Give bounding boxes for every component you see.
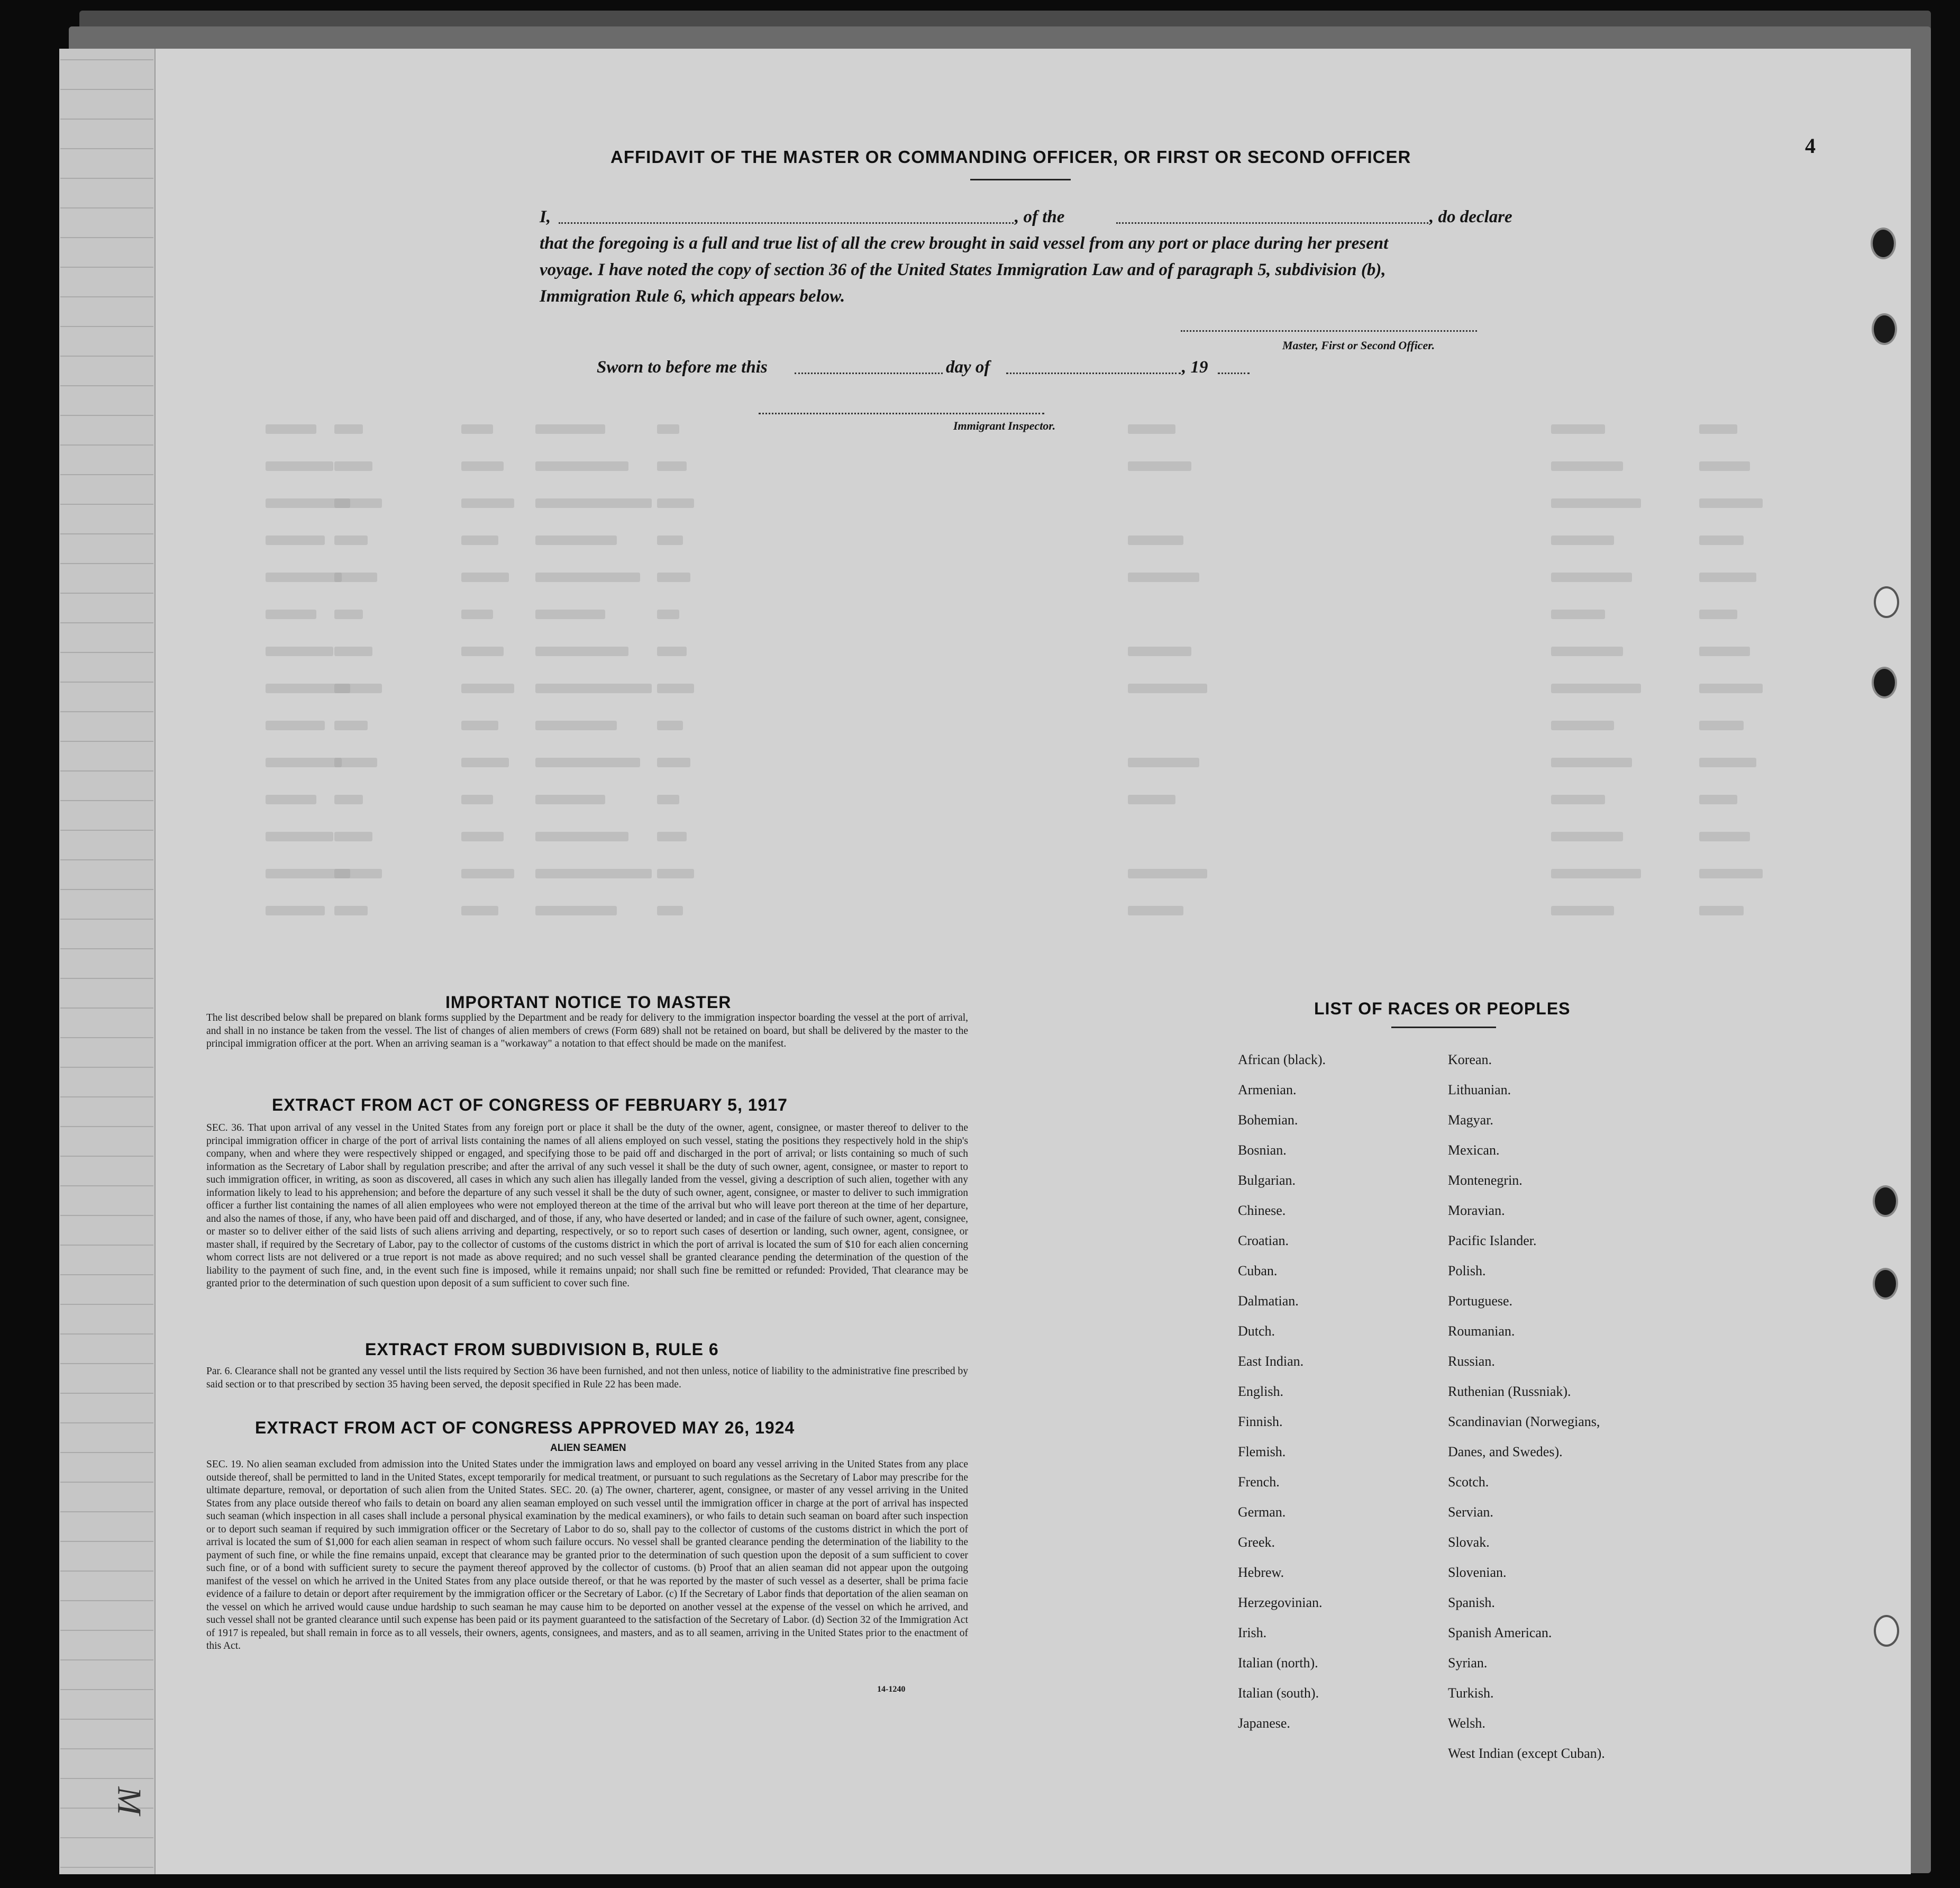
binder-hole-icon bbox=[1871, 228, 1896, 259]
sworn-year-line bbox=[1218, 373, 1250, 374]
bleed-through-mark bbox=[461, 647, 504, 656]
ruled-line bbox=[60, 1245, 153, 1246]
bleed-through-mark bbox=[657, 610, 679, 619]
manifest-page bbox=[59, 49, 1911, 1874]
affidavit-do-declare: , do declare bbox=[1429, 207, 1512, 226]
bleed-through-mark bbox=[1551, 610, 1605, 619]
vessel-name-line bbox=[1116, 222, 1428, 224]
binder-hole-icon bbox=[1872, 313, 1897, 345]
race-item: Japanese. bbox=[1238, 1715, 1290, 1731]
ruled-line bbox=[60, 889, 153, 890]
bleed-through-mark bbox=[334, 424, 363, 434]
bleed-through-mark bbox=[266, 424, 316, 434]
race-item: Dalmatian. bbox=[1238, 1293, 1299, 1309]
ruled-line bbox=[60, 1274, 153, 1275]
ruled-line bbox=[60, 1659, 153, 1660]
signature-caption: Master, First or Second Officer. bbox=[1282, 339, 1435, 352]
bleed-through-mark bbox=[1551, 573, 1632, 582]
bleed-through-mark bbox=[657, 721, 683, 730]
ruled-line bbox=[60, 622, 153, 623]
bleed-through-mark bbox=[535, 684, 652, 693]
race-item: Dutch. bbox=[1238, 1323, 1275, 1339]
bleed-through-mark bbox=[1699, 424, 1737, 434]
race-item: Moravian. bbox=[1448, 1203, 1505, 1218]
bleed-through-mark bbox=[1699, 573, 1756, 582]
bleed-through-mark bbox=[461, 795, 493, 804]
race-item: Croatian. bbox=[1238, 1233, 1289, 1248]
bleed-through-mark bbox=[266, 832, 333, 841]
race-item: Irish. bbox=[1238, 1625, 1267, 1640]
left-ruled-strip bbox=[59, 49, 156, 1874]
binder-hole-icon bbox=[1874, 1615, 1899, 1647]
race-item: Polish. bbox=[1448, 1263, 1486, 1278]
ruled-line bbox=[60, 119, 153, 120]
ruled-line bbox=[60, 830, 153, 831]
race-item: Armenian. bbox=[1238, 1082, 1297, 1097]
bleed-through-mark bbox=[1551, 535, 1614, 545]
bleed-through-mark bbox=[334, 535, 368, 545]
title-rule bbox=[970, 179, 1071, 180]
margin-mark: M bbox=[111, 1786, 149, 1815]
ruled-line bbox=[60, 533, 153, 534]
bleed-through-mark bbox=[657, 795, 679, 804]
bleed-through-mark bbox=[535, 795, 605, 804]
ruled-line bbox=[60, 444, 153, 446]
affidavit-title: AFFIDAVIT OF THE MASTER OR COMMANDING OFFICER, OR FIRST OR SECOND OFFICER bbox=[610, 147, 1411, 167]
extract-rule-6-body: Par. 6. Clearance shall not be granted any vessel until the lists required by Section 36 have been furnished, and not then unless, notice of liability to the administrative fine prescribed by said section or to that prescribed by section 35 having been served, the deposit specified in Rule 22 has been made. bbox=[206, 1366, 968, 1390]
ruled-line bbox=[60, 1778, 153, 1779]
inspector-caption: Immigrant Inspector. bbox=[953, 419, 1056, 432]
bleed-through-mark bbox=[657, 869, 694, 878]
ruled-line bbox=[60, 89, 153, 90]
ruled-line bbox=[60, 207, 153, 208]
races-rule bbox=[1391, 1027, 1496, 1028]
bleed-through-mark bbox=[1551, 721, 1614, 730]
bleed-through-mark bbox=[1699, 721, 1744, 730]
ruled-line bbox=[60, 1363, 153, 1364]
bleed-through-mark bbox=[334, 461, 372, 471]
ruled-line bbox=[60, 178, 153, 179]
ruled-line bbox=[60, 652, 153, 653]
race-item: Spanish. bbox=[1448, 1595, 1495, 1610]
bleed-through-mark bbox=[334, 610, 363, 619]
bleed-through-mark bbox=[334, 721, 368, 730]
ruled-line bbox=[60, 296, 153, 297]
alien-seamen-subtitle: ALIEN SEAMEN bbox=[550, 1442, 626, 1454]
race-item: Korean. bbox=[1448, 1052, 1492, 1067]
race-item: Bulgarian. bbox=[1238, 1173, 1296, 1188]
bleed-through-mark bbox=[334, 795, 363, 804]
ruled-line bbox=[60, 800, 153, 801]
bleed-through-mark bbox=[461, 535, 498, 545]
ruled-line bbox=[60, 1037, 153, 1038]
bleed-through-mark bbox=[1699, 461, 1750, 471]
race-item: Slovenian. bbox=[1448, 1565, 1507, 1580]
binder-hole-icon bbox=[1873, 1185, 1898, 1217]
extract-1917-body: SEC. 36. That upon arrival of any vessel in the United States from any foreign port or place it shall be the duty of the owner, agent, consignee, or master thereof to deliver to the principal immigration officer in charge of the port of arrival lists containing the names of all aliens employed on such vessel, stating the positions they respectively hold in the ship's company, when and where they were respectively shipped or engaged, and specifying those to be paid off and discharged in the port of arrival; or lists containing so much of such information as the Secretary of Labor shall by regulation prescribe; and after the arrival of any such vessel it shall be the duty of such owner, agent, consignee, or master to report to such immigration officer, in writing, as soon as discovered, all cases in which any such alien has illegally landed from the vessel, giving a description of such alien, together with any information likely to lead to his apprehension; and before the departure of any such vessel it shall be the duty of such owner, agent, consignee, or master to deliver to such immigration officer a further list containing the names of all alien employees who were not employed thereon at the time of the arrival but who will leave port thereon at the time of her departure, and also the names of those, if any, who have been paid off and discharged, and of those, if any, who have deserted or landed; and in case of the failure of such owner, agent, consignee, or master so to deliver either of the said lists of such aliens arriving and departing, respectively, or so to report such cases of desertion or landing, such owner, agent, consignee, or master shall, if required by the Secretary of Labor, pay to the collector of customs of the customs district in which the port of arrival is located the sum of $10 for each alien concerning whom correct lists are not delivered or a true report is not made as above required; and no such vessel shall be granted clearance pending the determination of the question of the liability to the payment of such fine, and, in the event such fine is imposed, while it remains unpaid; nor shall such fine be remitted or refunded: Provided, That clearance may be granted prior to the determination of such question upon deposit of a sum sufficient to cover such fine. bbox=[206, 1122, 968, 1289]
bleed-through-mark bbox=[266, 795, 316, 804]
bleed-through-mark bbox=[266, 573, 342, 582]
ruled-line bbox=[60, 326, 153, 327]
bleed-through-mark bbox=[535, 424, 605, 434]
race-item: Syrian. bbox=[1448, 1655, 1488, 1671]
ruled-line bbox=[60, 504, 153, 505]
bleed-through-mark bbox=[266, 721, 325, 730]
ruled-line bbox=[60, 1452, 153, 1453]
bleed-through-mark bbox=[266, 758, 342, 767]
bleed-through-mark bbox=[535, 832, 628, 841]
bleed-through-mark bbox=[1128, 535, 1183, 545]
race-item: Bohemian. bbox=[1238, 1112, 1298, 1128]
bleed-through-mark bbox=[535, 906, 617, 915]
ruled-line bbox=[60, 385, 153, 386]
ruled-line bbox=[60, 59, 153, 60]
bleed-through-mark bbox=[1699, 869, 1763, 878]
bleed-through-mark bbox=[1551, 461, 1623, 471]
bleed-through-mark bbox=[535, 758, 640, 767]
bleed-through-mark bbox=[266, 610, 316, 619]
ruled-line bbox=[60, 563, 153, 564]
race-item: Pacific Islander. bbox=[1448, 1233, 1537, 1248]
ruled-line bbox=[60, 711, 153, 712]
bleed-through-mark bbox=[1551, 869, 1641, 878]
bleed-through-mark bbox=[461, 610, 493, 619]
bleed-through-mark bbox=[535, 461, 628, 471]
ruled-line bbox=[60, 1630, 153, 1631]
race-item: Greek. bbox=[1238, 1535, 1275, 1550]
race-item: Hebrew. bbox=[1238, 1565, 1284, 1580]
affidavit-line-3: voyage. I have noted the copy of section 36 of the United States Immigration Law and of paragraph 5, subdivision (b), bbox=[540, 260, 1386, 279]
bleed-through-mark bbox=[334, 906, 368, 915]
bleed-through-mark bbox=[657, 535, 683, 545]
ruled-line bbox=[60, 741, 153, 742]
form-number: 14-1240 bbox=[877, 1685, 906, 1694]
bleed-through-mark bbox=[1551, 758, 1632, 767]
ruled-line bbox=[60, 1837, 153, 1838]
bleed-through-mark bbox=[1699, 758, 1756, 767]
affidavit-of-the: , of the bbox=[1015, 207, 1065, 226]
bleed-through-mark bbox=[1699, 647, 1750, 656]
bleed-through-mark bbox=[1551, 684, 1641, 693]
binder-hole-icon bbox=[1873, 1268, 1898, 1300]
page-number: 4 bbox=[1805, 134, 1816, 158]
bleed-through-mark bbox=[1699, 684, 1763, 693]
bleed-through-mark bbox=[1128, 647, 1191, 656]
race-item: Scandinavian (Norwegians, bbox=[1448, 1414, 1600, 1429]
ruled-line bbox=[60, 1156, 153, 1157]
bleed-through-mark bbox=[334, 758, 377, 767]
bleed-through-mark bbox=[461, 424, 493, 434]
bleed-through-mark bbox=[535, 573, 640, 582]
affidavit-i: I, bbox=[540, 207, 551, 226]
ruled-line bbox=[60, 1748, 153, 1749]
bleed-through-mark bbox=[535, 535, 617, 545]
bleed-through-mark bbox=[1551, 424, 1605, 434]
bleed-through-mark bbox=[1128, 906, 1183, 915]
bleed-through-mark bbox=[535, 647, 628, 656]
affidavit-line-2: that the foregoing is a full and true list of all the crew brought in said vessel from any port or place during her present bbox=[540, 234, 1389, 253]
bleed-through-mark bbox=[461, 573, 509, 582]
bleed-through-mark bbox=[657, 832, 687, 841]
ruled-line bbox=[60, 1482, 153, 1483]
bleed-through-mark bbox=[657, 684, 694, 693]
race-item: Cuban. bbox=[1238, 1263, 1278, 1278]
ruled-line bbox=[60, 1867, 153, 1868]
ruled-line bbox=[60, 978, 153, 979]
race-item: French. bbox=[1238, 1474, 1280, 1490]
bleed-through-mark bbox=[334, 498, 382, 508]
races-title: LIST OF RACES OR PEOPLES bbox=[1314, 999, 1571, 1018]
bleed-through-mark bbox=[461, 758, 509, 767]
bleed-through-mark bbox=[334, 573, 377, 582]
ruled-line bbox=[60, 1600, 153, 1601]
inspector-signature-line bbox=[759, 413, 1044, 414]
sworn-day-of: day of bbox=[946, 358, 990, 377]
race-item: East Indian. bbox=[1238, 1354, 1304, 1369]
bleed-through-mark bbox=[1699, 906, 1744, 915]
master-name-line bbox=[559, 222, 1014, 224]
bleed-through-mark bbox=[461, 869, 514, 878]
affidavit-line-4: Immigration Rule 6, which appears below. bbox=[540, 287, 845, 306]
race-item: Chinese. bbox=[1238, 1203, 1286, 1218]
bleed-through-mark bbox=[1128, 684, 1207, 693]
bleed-through-mark bbox=[1128, 573, 1199, 582]
bleed-through-mark bbox=[1551, 832, 1623, 841]
bleed-through-mark bbox=[266, 535, 325, 545]
race-item: Ruthenian (Russniak). bbox=[1448, 1384, 1571, 1399]
race-item: Bosnian. bbox=[1238, 1142, 1287, 1158]
ruled-line bbox=[60, 682, 153, 683]
bleed-through-mark bbox=[657, 573, 690, 582]
race-item: Flemish. bbox=[1238, 1444, 1286, 1459]
race-item: Slovak. bbox=[1448, 1535, 1490, 1550]
ruled-line bbox=[60, 1393, 153, 1394]
ruled-line bbox=[60, 415, 153, 416]
race-item: African (black). bbox=[1238, 1052, 1326, 1067]
ruled-line bbox=[60, 1571, 153, 1572]
bleed-through-mark bbox=[1551, 647, 1623, 656]
bleed-through-mark bbox=[1699, 498, 1763, 508]
bleed-through-mark bbox=[334, 647, 372, 656]
race-item: Roumanian. bbox=[1448, 1323, 1515, 1339]
race-item: Italian (north). bbox=[1238, 1655, 1318, 1671]
bleed-through-mark bbox=[535, 498, 652, 508]
race-item: Mexican. bbox=[1448, 1142, 1500, 1158]
ruled-line bbox=[60, 148, 153, 149]
bleed-through-mark bbox=[535, 869, 652, 878]
bleed-through-mark bbox=[657, 906, 683, 915]
race-item: Lithuanian. bbox=[1448, 1082, 1511, 1097]
race-item: Portuguese. bbox=[1448, 1293, 1513, 1309]
ruled-line bbox=[60, 1304, 153, 1305]
ruled-line bbox=[60, 237, 153, 238]
race-item: Turkish. bbox=[1448, 1685, 1494, 1701]
ruled-line bbox=[60, 1689, 153, 1690]
bleed-through-mark bbox=[1128, 758, 1199, 767]
sworn-month-line bbox=[1006, 373, 1181, 374]
race-item: Spanish American. bbox=[1448, 1625, 1552, 1640]
bleed-through-mark bbox=[1551, 906, 1614, 915]
bleed-through-mark bbox=[334, 869, 382, 878]
binder-hole-icon bbox=[1874, 586, 1899, 618]
ruled-line bbox=[60, 593, 153, 594]
race-item: Magyar. bbox=[1448, 1112, 1493, 1128]
ruled-line bbox=[60, 1096, 153, 1097]
ruled-line bbox=[60, 919, 153, 920]
ruled-line bbox=[60, 1333, 153, 1335]
bleed-through-mark bbox=[535, 610, 605, 619]
race-item: West Indian (except Cuban). bbox=[1448, 1746, 1605, 1761]
ruled-line bbox=[60, 1185, 153, 1186]
race-item: English. bbox=[1238, 1384, 1283, 1399]
ruled-line bbox=[60, 1215, 153, 1216]
bleed-through-mark bbox=[1699, 610, 1737, 619]
bleed-through-mark bbox=[266, 906, 325, 915]
race-item: Welsh. bbox=[1448, 1715, 1485, 1731]
ruled-line bbox=[60, 1541, 153, 1542]
bleed-through-mark bbox=[1699, 832, 1750, 841]
bleed-through-mark bbox=[461, 461, 504, 471]
notice-title: IMPORTANT NOTICE TO MASTER bbox=[445, 993, 732, 1012]
sworn-year: , 19 bbox=[1182, 358, 1208, 377]
bleed-through-mark bbox=[1128, 869, 1207, 878]
bleed-through-mark bbox=[461, 498, 514, 508]
race-item: German. bbox=[1238, 1504, 1286, 1520]
bleed-through-mark bbox=[334, 832, 372, 841]
bleed-through-mark bbox=[266, 647, 333, 656]
signature-line bbox=[1181, 330, 1477, 332]
bleed-through-mark bbox=[1128, 424, 1175, 434]
bleed-through-mark bbox=[461, 721, 498, 730]
ruled-line bbox=[60, 1511, 153, 1512]
race-item: Servian. bbox=[1448, 1504, 1493, 1520]
ruled-line bbox=[60, 770, 153, 771]
ruled-line bbox=[60, 474, 153, 475]
ruled-line bbox=[60, 1067, 153, 1068]
race-item: Herzegovinian. bbox=[1238, 1595, 1323, 1610]
bleed-through-mark bbox=[657, 461, 687, 471]
binder-hole-icon bbox=[1872, 667, 1897, 698]
bleed-through-mark bbox=[657, 424, 679, 434]
sworn-prefix: Sworn to before me this bbox=[597, 358, 768, 377]
bleed-through-mark bbox=[1699, 795, 1737, 804]
race-item: Russian. bbox=[1448, 1354, 1495, 1369]
bleed-through-mark bbox=[657, 498, 694, 508]
bleed-through-mark bbox=[1551, 795, 1605, 804]
ruled-line bbox=[60, 267, 153, 268]
ruled-line bbox=[60, 1719, 153, 1720]
bleed-through-mark bbox=[461, 684, 514, 693]
race-item: Finnish. bbox=[1238, 1414, 1283, 1429]
bleed-through-mark bbox=[1551, 498, 1641, 508]
extract-1924-body: SEC. 19. No alien seaman excluded from admission into the United States under the immigration laws and employed on board any vessel arriving in the United States from any place outside thereof, shall be permitted to land in the United States, except temporarily for medical treatment, or pursuant to such regulations as the Secretary of Labor may prescribe for the ultimate departure, removal, or deportation of such alien from the United States. SEC. 20. (a) The owner, charterer, agent, consignee, or master of any vessel arriving in the United States from any place outside thereof who fails to detain on board any alien seaman employed on such vessel until the immigration officer in charge at the port of arrival has inspected such seaman (which inspection in all cases shall include a personal physical examination by the medical examiners), or who fails to detain such seaman on board after such inspection or to deport such seaman if required by such immigration officer or the Secretary of Labor to do so, shall pay to the collector of customs of the customs district in which the port of arrival is located the sum of $1,000 for each alien seaman in respect of whom such failure occurs. No vessel shall be granted clearance pending the determination of the liability to the payment of such fine, or while the fine remains unpaid, except that clearance may be granted prior to the determination of such question upon the deposit of a sum sufficient to cover such fine, or of a bond with sufficient surety to secure the payment thereof approved by the collector of customs. (b) Proof that an alien seaman did not appear upon the outgoing manifest of the vessel on which he arrived in the United States from any place outside thereof, or that he was reported by the master of such vessel as a deserter, shall be prima facie evidence of a failure to detain or deport after requirement by the immigration officer or the Secretary of Labor. (c) If the Secretary of Labor finds that deportation of the alien seaman on the vessel on which he arrived would cause undue hardship to such seaman he may cause him to be deported on another vessel at the expense of the vessel on which he arrived, and such vessel shall not be granted clearance until such expense has been paid or its payment guaranteed to the satisfaction of the Secretary of Labor. (d) Section 32 of the Immigration Act of 1917 is repealed, but shall remain in force as to all vessels, their owners, agents, consignees, and masters, and as to all seamen, arriving in the United States prior to the enactment of this Act. bbox=[206, 1459, 968, 1651]
notice-body: The list described below shall be prepared on blank forms supplied by the Department and be ready for delivery to the immigration inspector boarding the vessel at the port of arrival, and shall in no instance be taken from the vessel. The list of changes of alien members of crews (Form 689) shall not be retained on board, but shall be delivered by the master to the principal immigration officer at the port. When an arriving seaman is a "workaway" a notation to that effect should be made on the manifest. bbox=[206, 1012, 968, 1049]
extract-rule-6-title: EXTRACT FROM SUBDIVISION B, RULE 6 bbox=[365, 1340, 719, 1359]
bleed-through-mark bbox=[1128, 795, 1175, 804]
bleed-through-mark bbox=[657, 647, 687, 656]
bleed-through-mark bbox=[1128, 461, 1191, 471]
bleed-through-mark bbox=[266, 461, 333, 471]
ruled-line bbox=[60, 356, 153, 357]
bleed-through-mark bbox=[334, 684, 382, 693]
ruled-line bbox=[60, 1007, 153, 1009]
race-item: Italian (south). bbox=[1238, 1685, 1319, 1701]
race-item: Danes, and Swedes). bbox=[1448, 1444, 1563, 1459]
sworn-date-line bbox=[795, 373, 943, 374]
bleed-through-mark bbox=[1699, 535, 1744, 545]
extract-1917-title: EXTRACT FROM ACT OF CONGRESS OF FEBRUARY 5, 1917 bbox=[272, 1095, 788, 1114]
ruled-line bbox=[60, 1126, 153, 1127]
bleed-through-mark bbox=[657, 758, 690, 767]
bleed-through-mark bbox=[461, 832, 504, 841]
bleed-through-mark bbox=[535, 721, 617, 730]
ruled-line bbox=[60, 859, 153, 860]
race-item: Montenegrin. bbox=[1448, 1173, 1523, 1188]
ruled-line bbox=[60, 1422, 153, 1423]
bleed-through-mark bbox=[461, 906, 498, 915]
extract-1924-title: EXTRACT FROM ACT OF CONGRESS APPROVED MAY 26, 1924 bbox=[255, 1418, 795, 1437]
race-item: Scotch. bbox=[1448, 1474, 1489, 1490]
ruled-line bbox=[60, 948, 153, 949]
